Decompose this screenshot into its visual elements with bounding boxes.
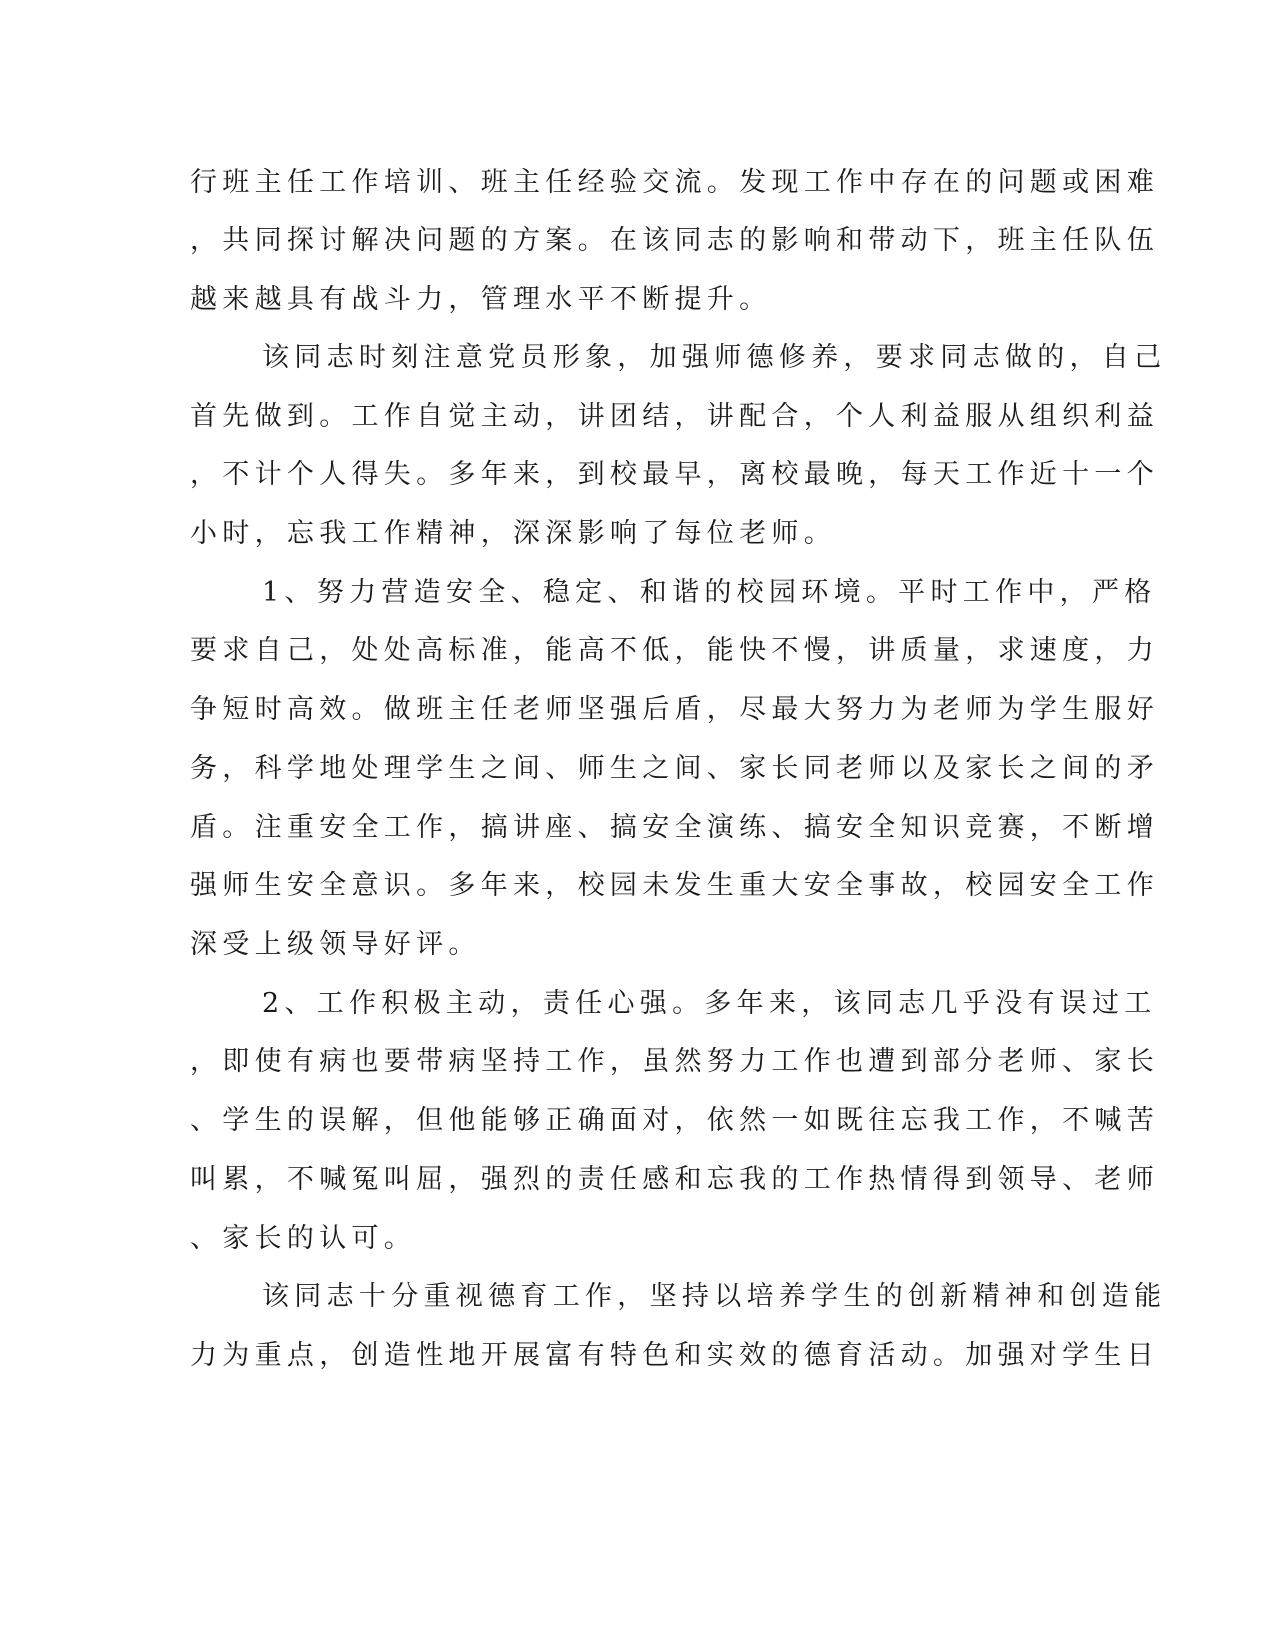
- text-line: 行班主任工作培训、班主任经验交流。发现工作中存在的问题或困难: [190, 167, 1159, 198]
- text-line: 、学生的误解，但他能够正确面对，依然一如既往忘我工作，不喊苦: [190, 1105, 1159, 1136]
- text-line: 叫累，不喊冤叫屈，强烈的责任感和忘我的工作热情得到领导、老师: [190, 1164, 1159, 1195]
- text-line: 争短时高效。做班主任老师坚强后盾，尽最大努力为老师为学生服好: [190, 694, 1159, 725]
- text-line: 务，科学地处理学生之间、师生之间、家长同老师以及家长之间的矛: [190, 753, 1159, 784]
- text-line: 要求自己，处处高标准，能高不低，能快不慢，讲质量，求速度，力: [190, 635, 1159, 666]
- text-line: 力为重点，创造性地开展富有特色和实效的德育活动。加强对学生日: [190, 1340, 1159, 1371]
- text-line: 越来越具有战斗力，管理水平不断提升。: [190, 284, 772, 315]
- text-line: 强师生安全意识。多年来，校园未发生重大安全事故，校园安全工作: [190, 870, 1159, 901]
- text-line: 深受上级领导好评。: [190, 929, 481, 960]
- paragraph-first-line: 该同志十分重视德育工作，坚持以培养学生的创新精神和创造能: [262, 1281, 1167, 1312]
- text-line: 、家长的认可。: [190, 1223, 417, 1254]
- text-line: 首先做到。工作自觉主动，讲团结，讲配合，个人利益服从组织利益: [190, 401, 1159, 432]
- paragraph-first-line: 2、工作积极主动，责任心强。多年来，该同志几乎没有误过工: [262, 988, 1157, 1019]
- text-line: ，不计个人得失。多年来，到校最早，离校最晚，每天工作近十一个: [190, 459, 1159, 490]
- paragraph-first-line: 1、努力营造安全、稳定、和谐的校园环境。平时工作中，严格: [262, 577, 1157, 608]
- text-line: 小时，忘我工作精神，深深影响了每位老师。: [190, 518, 836, 549]
- paragraph-first-line: 该同志时刻注意党员形象，加强师德修养，要求同志做的，自己: [262, 342, 1167, 373]
- text-line: ，共同探讨解决问题的方案。在该同志的影响和带动下，班主任队伍: [190, 225, 1159, 256]
- text-line: ，即使有病也要带病坚持工作，虽然努力工作也遭到部分老师、家长: [190, 1046, 1159, 1077]
- text-line: 盾。注重安全工作，搞讲座、搞安全演练、搞安全知识竞赛，不断增: [190, 812, 1159, 843]
